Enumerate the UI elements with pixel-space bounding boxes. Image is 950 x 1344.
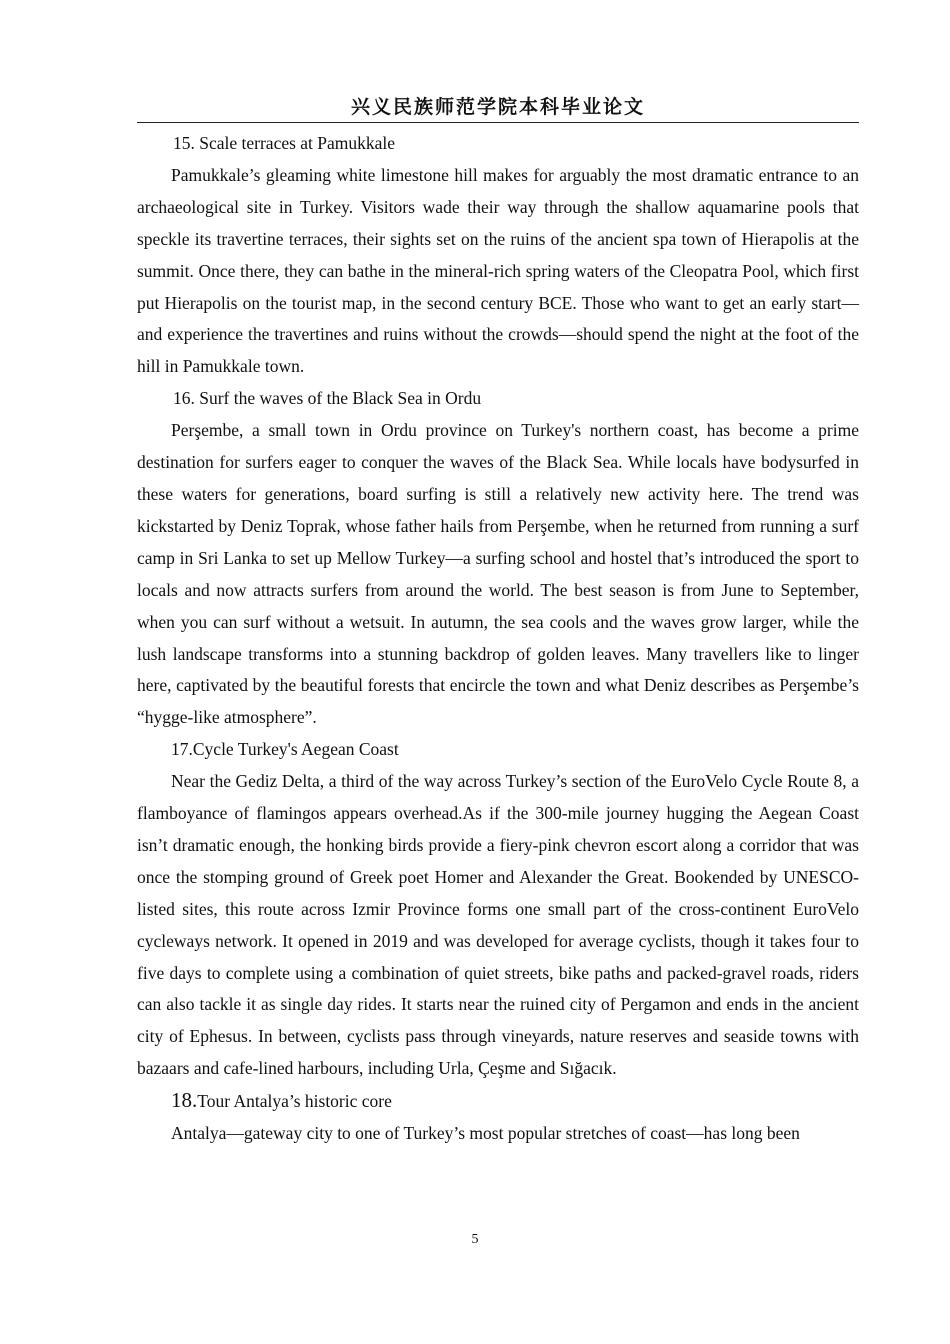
section-paragraph-16: Perşembe, a small town in Ordu province on Turkey's northern coast, has become a prime destination for surfers eager to conquer the waves of the Black Sea. While locals have bodysurfed in these waters for generations, board surfing is still a relatively new activity here. The trend was kickstarted by Deniz Toprak, whose father hails from Perşembe, when he returned from running a surf camp in Sri Lanka to set up Mellow Turkey—a surfing school and hostel that’s introduced the sport to locals and now attracts surfers from around the world. The best season is from June to September, when you can surf without a wetsuit. In autumn, the sea cools and the waves grow larger, while the lush landscape transforms into a stunning backdrop of golden leaves. Many travellers like to linger here, captivated by the beautiful forests that encircle the town and what Deniz describes as Perşembe’s “hygge-like atmosphere”.	[137, 420, 859, 728]
section-paragraph-17: Near the Gediz Delta, a third of the way across Turkey’s section of the EuroVelo Cycle Route 8, a flamboyance of flamingos appears overhead.As if the 300-mile journey hugging the Aegean Coast isn’t dramatic enough, the honking birds provide a fiery-pink chevron escort along a corridor that was once the stomping ground of Greek poet Homer and Alexander the Great. Bookended by UNESCO-listed sites, this route across Izmir Province forms one small part of the cross-continent EuroVelo cycleways network. It opened in 2019 and was developed for average cyclists, though it takes four to five days to complete using a combination of quiet streets, bike paths and packed-gravel roads, riders can also tackle it as single day rides. It starts near the ruined city of Pergamon and ends in the ancient city of Ephesus. In between, cyclists pass through vineyards, nature reserves and seaside towns with bazaars and cafe-lined harbours, including Urla, Çeşme and Sığacık.	[137, 771, 859, 1079]
section-heading-16: 16. Surf the waves of the Black Sea in Ordu	[173, 388, 482, 409]
page-content	[137, 128, 859, 1150]
section-heading-18-text: Tour Antalya’s historic core	[197, 1091, 392, 1112]
section-heading-17: 17.Cycle Turkey's Aegean Coast	[171, 739, 399, 760]
section-heading-18-number: 18.	[171, 1088, 198, 1113]
section-heading-15: 15. Scale terraces at Pamukkale	[173, 133, 396, 153]
section-paragraph-18: Antalya—gateway city to one of Turkey’s most popular stretches of coast—has long been	[171, 1123, 800, 1144]
section-paragraph-15: Pamukkale’s gleaming white limestone hill makes for arguably the most dramatic entrance to an archaeological site in Turkey. Visitors wade their way through the shallow aquamarine pools that speckle its travertine terraces, their sights set on the ruins of the ancient spa town of Hierapolis at the summit. Once there, they can bathe in the mineral-rich spring waters of the Cleopatra Pool, which first put Hierapolis on the tourist map, in the second century BCE. Those who want to get an early start—and experience the travertines and ruins without the crowds—should spend the night at the foot of the hill in Pamukkale town.	[137, 164, 859, 377]
running-header: 兴义民族师范学院本科毕业论文	[137, 92, 859, 123]
section-heading-18	[137, 1085, 859, 1118]
page-number: 5	[471, 1232, 479, 1247]
